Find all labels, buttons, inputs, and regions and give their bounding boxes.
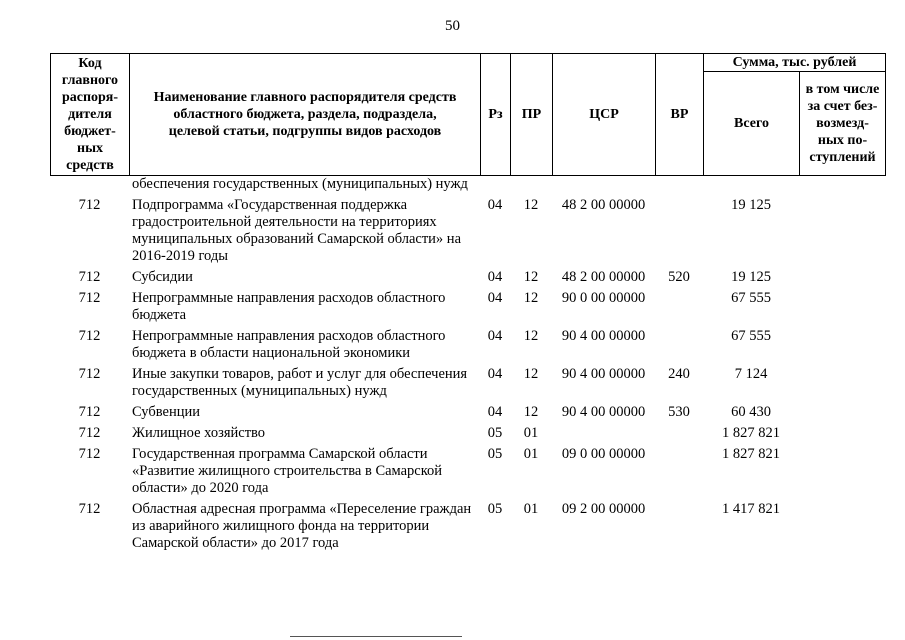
row-total: 7 124: [734, 366, 768, 382]
header-sum: Сумма, тыс. рублей: [704, 54, 886, 72]
row-total: 1 827 821: [722, 425, 780, 441]
table-row: [50, 265, 885, 286]
row-name: обеспечения государственных (муниципальных) нужд: [132, 176, 468, 192]
row-csr: 09 2 00 00000: [561, 501, 646, 517]
row-vr: 240: [668, 366, 690, 382]
row-incl: [799, 400, 885, 421]
row-pr: 12: [523, 269, 539, 285]
row-rz: 04: [487, 197, 503, 213]
row-code: 712: [78, 269, 101, 285]
row-name: Субсидии: [132, 269, 193, 285]
row-csr: [552, 421, 655, 442]
row-pr: 12: [523, 404, 539, 420]
row-pr: 12: [523, 290, 539, 306]
footer-divider: [290, 636, 462, 637]
row-pr: 12: [523, 366, 539, 382]
table-row: [50, 400, 885, 421]
table-row: [50, 324, 885, 362]
row-total: 67 555: [731, 290, 771, 306]
row-total: 1 827 821: [722, 446, 780, 462]
row-name: Иные закупки товаров, работ и услуг для обеспечения государственных (муниципальных) нужд: [132, 366, 468, 399]
row-pr: 12: [523, 197, 539, 213]
row-rz: 05: [487, 425, 503, 441]
row-code: 712: [78, 404, 101, 420]
page-number: 50: [445, 18, 460, 34]
row-vr: [655, 442, 703, 497]
row-incl: [799, 286, 885, 324]
row-pr: 12: [523, 328, 539, 344]
row-csr: 48 2 00 00000: [561, 269, 646, 285]
row-name: Областная адресная программа «Переселение граждан из аварийного жилищного фонда на территории Самарской области» до 2017 года: [132, 501, 472, 551]
budget-table: [50, 176, 885, 552]
row-name: Подпрограмма «Государственная поддержка градостроительной деятельности на территориях муниципальных образований Самарской области» на 2016-2019 годы: [132, 197, 462, 264]
row-name: Непрограммные направления расходов областного бюджета в области национальной экономики: [132, 328, 446, 361]
header-pr: ПР: [511, 54, 553, 176]
row-total: [703, 176, 799, 193]
row-csr: 09 0 00 00000: [561, 446, 646, 462]
table-row: [50, 442, 885, 497]
row-code: [50, 176, 129, 193]
row-code: 712: [78, 290, 101, 306]
row-pr: [510, 176, 552, 193]
row-incl: [799, 176, 885, 193]
row-csr: 90 4 00 00000: [561, 328, 646, 344]
header-csr: ЦСР: [553, 54, 656, 176]
header-total: Всего: [704, 72, 800, 176]
row-csr: 90 4 00 00000: [561, 366, 646, 382]
header-code: Код главного распоря- дителя бюджет- ных средств: [51, 54, 130, 176]
row-total: 19 125: [731, 269, 771, 285]
table-row: [50, 362, 885, 400]
header-vr: ВР: [656, 54, 704, 176]
row-name: Жилищное хозяйство: [132, 425, 266, 441]
header-name: Наименование главного распорядителя средств областного бюджета, раздела, подраздела, целевой статьи, подгруппы видов расходов: [130, 54, 481, 176]
row-csr: 90 4 00 00000: [561, 404, 646, 420]
row-code: 712: [78, 501, 101, 517]
row-name: Государственная программа Самарской области «Развитие жилищного строительства в Самарской области» до 2020 года: [132, 446, 443, 496]
table-row: [50, 176, 885, 193]
row-pr: 01: [523, 425, 539, 441]
table-row: [50, 286, 885, 324]
table-row: [50, 421, 885, 442]
row-rz: 04: [487, 328, 503, 344]
row-csr: 90 0 00 00000: [561, 290, 646, 306]
row-rz: 05: [487, 446, 503, 462]
row-vr: [655, 497, 703, 552]
row-vr: [655, 286, 703, 324]
row-rz: 04: [487, 269, 503, 285]
row-incl: [799, 265, 885, 286]
row-incl: [799, 193, 885, 265]
row-code: 712: [78, 446, 101, 462]
row-csr: 48 2 00 00000: [561, 197, 646, 213]
row-total: 19 125: [731, 197, 771, 213]
row-csr: [552, 176, 655, 193]
row-incl: [799, 362, 885, 400]
row-total: 67 555: [731, 328, 771, 344]
row-name: Субвенции: [132, 404, 200, 420]
row-rz: 04: [487, 404, 503, 420]
header-rz: Рз: [481, 54, 511, 176]
row-incl: [799, 324, 885, 362]
row-pr: 01: [523, 501, 539, 517]
row-vr: 520: [668, 269, 690, 285]
row-rz: [480, 176, 510, 193]
row-pr: 01: [523, 446, 539, 462]
row-vr: 530: [668, 404, 690, 420]
row-vr: [655, 421, 703, 442]
row-total: 1 417 821: [722, 501, 780, 517]
row-code: 712: [78, 366, 101, 382]
row-total: 60 430: [731, 404, 771, 420]
table-row: [50, 193, 885, 265]
row-rz: 05: [487, 501, 503, 517]
row-vr: [655, 324, 703, 362]
row-rz: 04: [487, 366, 503, 382]
row-incl: [799, 497, 885, 552]
table-header: [50, 53, 886, 176]
row-code: 712: [78, 197, 101, 213]
row-vr: [655, 176, 703, 193]
row-incl: [799, 442, 885, 497]
row-code: 712: [78, 328, 101, 344]
row-name: Непрограммные направления расходов областного бюджета: [132, 290, 446, 323]
row-rz: 04: [487, 290, 503, 306]
table-row: [50, 497, 885, 552]
header-incl: в том числе за счет без- возмезд- ных по- ступлений: [800, 72, 886, 176]
row-vr: [655, 193, 703, 265]
row-code: 712: [78, 425, 101, 441]
row-incl: [799, 421, 885, 442]
